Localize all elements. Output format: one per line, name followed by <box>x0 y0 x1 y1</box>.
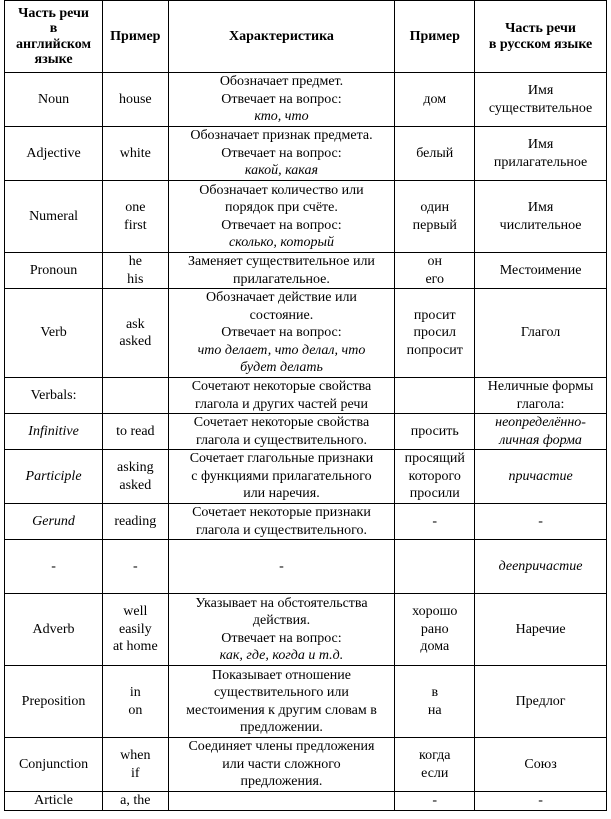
russian-part-cell <box>475 450 607 504</box>
russian-example-cell <box>395 666 475 738</box>
table-row <box>5 792 607 811</box>
cell-line: которого <box>408 468 461 484</box>
russian-example-cell <box>395 181 475 253</box>
cell-line: дома <box>420 639 450 655</box>
english-example-cell <box>103 504 168 540</box>
header-example-en: Пример <box>103 1 168 73</box>
parts-of-speech-table <box>4 0 607 811</box>
cell-line: хорошо <box>412 604 458 620</box>
header-line: Часть речи <box>18 5 89 21</box>
table-row <box>5 253 607 289</box>
cell-line: в <box>431 685 439 700</box>
cell-line: - <box>538 513 543 529</box>
cell-line: he <box>128 254 142 269</box>
cell-line: он <box>427 254 443 269</box>
cell-line: a, the <box>120 793 151 808</box>
cell-line: действия. <box>252 613 311 628</box>
table-row <box>5 127 607 181</box>
cell-line: с функциями прилагательного <box>191 468 372 484</box>
cell-line: Сочетает некоторые свойства <box>193 415 370 430</box>
cell-line: Имя <box>527 137 554 152</box>
table-row <box>5 181 607 253</box>
characteristic-cell <box>168 504 395 540</box>
cell-line: предложении. <box>239 720 323 735</box>
characteristic-cell <box>168 540 395 594</box>
russian-example-cell <box>395 594 475 666</box>
russian-part-cell <box>475 289 607 378</box>
cell-line: Сочетает некоторые признаки <box>192 505 371 520</box>
table-row <box>5 504 607 540</box>
russian-part-cell <box>475 73 607 127</box>
table-row <box>5 289 607 378</box>
characteristic-cell <box>168 253 395 289</box>
header-example-ru: Пример <box>395 1 475 73</box>
characteristic-cell <box>168 594 395 666</box>
russian-example-cell <box>395 73 475 127</box>
english-part-cell: - <box>5 540 103 594</box>
russian-example-cell <box>395 540 475 594</box>
cell-line: asking <box>117 460 154 475</box>
table-row <box>5 73 607 127</box>
cell-line: to read <box>116 423 155 439</box>
characteristic-cell <box>168 289 395 378</box>
cell-line: - <box>432 793 438 808</box>
cell-line: Предлог <box>515 693 566 709</box>
russian-part-cell <box>475 504 607 540</box>
cell-line: - <box>432 513 438 529</box>
russian-example-cell <box>395 289 475 378</box>
russian-part-cell <box>475 738 607 792</box>
english-example-cell <box>103 738 168 792</box>
characteristic-cell <box>168 127 395 181</box>
english-example-cell <box>103 594 168 666</box>
cell-line: когда <box>419 748 451 763</box>
english-part-cell: Verb <box>5 289 103 378</box>
cell-line: попросит <box>406 342 463 358</box>
cell-line: house <box>118 91 152 107</box>
cell-line: его <box>425 271 445 287</box>
cell-line: Наречие <box>515 621 566 637</box>
cell-line: ask <box>125 316 145 332</box>
english-part-cell: Article <box>5 792 103 811</box>
cell-line: Обозначает действие или <box>205 290 357 306</box>
cell-line: причастие <box>508 468 573 484</box>
cell-line: местоимения к другим словам в <box>186 702 377 718</box>
characteristic-cell <box>168 378 395 414</box>
cell-line: white <box>119 145 151 161</box>
english-part-cell: Conjunction <box>5 738 103 792</box>
english-part-cell: Gerund <box>5 504 103 540</box>
cell-line: Союз <box>524 756 557 772</box>
table-container <box>4 0 607 811</box>
header-russian-part <box>475 1 607 73</box>
cell-line: глагола и других частей речи <box>194 396 368 412</box>
cell-line: Указывает на обстоятельства <box>195 595 368 611</box>
cell-line: просил <box>413 325 457 341</box>
header-row <box>5 1 607 73</box>
cell-line: Сочетают некоторые свойства <box>191 379 372 394</box>
characteristic-cell <box>168 738 395 792</box>
russian-example-cell <box>395 450 475 504</box>
cell-line: глагола и существительного. <box>195 522 367 538</box>
russian-part-cell <box>475 666 607 738</box>
cell-line: reading <box>114 513 157 529</box>
english-example-cell <box>103 414 168 450</box>
english-part-cell: Adjective <box>5 127 103 181</box>
cell-line: или наречия. <box>243 486 320 502</box>
cell-line: один <box>420 200 450 215</box>
cell-line: прилагательное <box>493 154 588 170</box>
cell-line: будет делать <box>240 360 323 376</box>
english-example-cell <box>103 181 168 253</box>
cell-line: Обозначает предмет. <box>219 74 344 90</box>
english-part-cell: Pronoun <box>5 253 103 289</box>
cell-line: какой, какая <box>244 163 319 179</box>
cell-line: деепричастие <box>498 558 583 574</box>
russian-part-cell <box>475 414 607 450</box>
cell-line: first <box>124 217 147 233</box>
russian-example-cell <box>395 414 475 450</box>
cell-line: состояние. <box>249 307 314 323</box>
characteristic-cell <box>168 414 395 450</box>
cell-line: рано <box>420 621 449 637</box>
header-line: английском <box>16 36 92 52</box>
cell-line: первый <box>412 217 457 233</box>
english-part-cell: Noun <box>5 73 103 127</box>
cell-line: белый <box>416 145 454 161</box>
english-example-cell <box>103 289 168 378</box>
russian-part-cell <box>475 127 607 181</box>
english-example-cell <box>103 253 168 289</box>
cell-line: сколько, который <box>228 235 334 250</box>
table-row <box>5 378 607 414</box>
cell-line: Неличные формы <box>487 379 594 394</box>
cell-line: глагола и существительного. <box>195 432 367 448</box>
table-row <box>5 540 607 594</box>
russian-part-cell <box>475 253 607 289</box>
cell-line: числительное <box>499 217 582 233</box>
cell-line: - <box>279 558 284 574</box>
cell-line: one <box>125 200 146 215</box>
cell-line: Глагол <box>520 325 561 341</box>
cell-line: существительного или <box>214 685 349 700</box>
table-row <box>5 414 607 450</box>
cell-line: Отвечает на вопрос: <box>221 91 342 107</box>
english-part-cell: Verbals: <box>5 378 103 414</box>
russian-part-cell <box>475 378 607 414</box>
cell-line: неопределённо- <box>495 415 586 430</box>
cell-line: Имя <box>527 200 554 215</box>
cell-line: что делает, что делал, что <box>197 342 366 358</box>
cell-line: - <box>132 558 138 574</box>
english-example-cell <box>103 73 168 127</box>
english-example-cell <box>103 666 168 738</box>
cell-line: his <box>127 271 144 287</box>
cell-line: порядок при счёте. <box>225 200 338 215</box>
header-line: в русском языке <box>488 36 593 52</box>
english-part-cell: Adverb <box>5 594 103 666</box>
english-part-cell: Numeral <box>5 181 103 253</box>
cell-line: Обозначает признак предмета. <box>190 128 373 144</box>
cell-line: личная форма <box>499 432 582 448</box>
header-english-part <box>5 1 103 73</box>
characteristic-cell <box>168 181 395 253</box>
cell-line: если <box>421 765 449 781</box>
cell-line: просящий <box>404 451 465 467</box>
cell-line: или части сложного <box>222 756 341 772</box>
header-line: в <box>49 21 58 36</box>
cell-line: when <box>120 748 151 763</box>
cell-line: in <box>129 685 141 700</box>
english-example-cell <box>103 792 168 811</box>
table-body <box>5 73 607 811</box>
cell-line: предложения. <box>240 774 323 790</box>
english-part-cell: Infinitive <box>5 414 103 450</box>
table-row <box>5 666 607 738</box>
cell-line: Отвечает на вопрос: <box>221 145 342 161</box>
cell-line: глагола: <box>516 396 565 412</box>
cell-line: well <box>123 604 148 620</box>
cell-line: просили <box>409 486 460 502</box>
header-line: Часть речи <box>505 21 576 36</box>
characteristic-cell <box>168 792 395 811</box>
cell-line: asked <box>119 477 152 493</box>
cell-line: Местоимение <box>499 262 582 278</box>
cell-line: Имя <box>527 83 554 98</box>
cell-line: кто, что <box>254 109 309 125</box>
cell-line: Показывает отношение <box>211 667 351 683</box>
cell-line: просит <box>413 307 456 323</box>
characteristic-cell <box>168 73 395 127</box>
cell-line: - <box>538 793 543 808</box>
english-example-cell <box>103 450 168 504</box>
russian-part-cell <box>475 181 607 253</box>
russian-example-cell <box>395 792 475 811</box>
table-row <box>5 450 607 504</box>
cell-line: Отвечает на вопрос: <box>221 217 342 233</box>
cell-line: Соединяет члены предложения <box>188 739 375 755</box>
russian-part-cell <box>475 594 607 666</box>
english-example-cell <box>103 378 168 414</box>
header-line: языке <box>34 52 73 67</box>
cell-line: Заменяет существительное или <box>188 254 375 269</box>
cell-line: на <box>427 702 442 718</box>
cell-line: Сочетает глагольные признаки <box>189 451 374 467</box>
english-example-cell <box>103 127 168 181</box>
cell-line: просить <box>410 423 459 439</box>
cell-line: asked <box>119 334 152 349</box>
cell-line: Отвечает на вопрос: <box>221 325 342 341</box>
table-row <box>5 738 607 792</box>
english-example-cell <box>103 540 168 594</box>
russian-part-cell <box>475 540 607 594</box>
cell-line: Отвечает на вопрос: <box>221 630 342 646</box>
cell-line: easily <box>118 621 152 637</box>
russian-example-cell <box>395 378 475 414</box>
cell-line: прилагательное. <box>233 271 330 287</box>
table-row <box>5 594 607 666</box>
english-part-cell: Preposition <box>5 666 103 738</box>
cell-line: как, где, когда и т.д. <box>219 648 344 663</box>
header-characteristic: Характеристика <box>168 1 395 73</box>
russian-example-cell <box>395 738 475 792</box>
cell-line: дом <box>423 91 447 107</box>
cell-line: at home <box>112 639 158 655</box>
characteristic-cell <box>168 666 395 738</box>
english-part-cell: Participle <box>5 450 103 504</box>
russian-example-cell <box>395 504 475 540</box>
characteristic-cell <box>168 450 395 504</box>
russian-example-cell <box>395 253 475 289</box>
russian-example-cell <box>395 127 475 181</box>
cell-line: существительное <box>488 100 593 116</box>
cell-line: if <box>131 765 140 781</box>
cell-line: Обозначает количество или <box>199 182 364 198</box>
cell-line: on <box>128 702 143 718</box>
russian-part-cell <box>475 792 607 811</box>
